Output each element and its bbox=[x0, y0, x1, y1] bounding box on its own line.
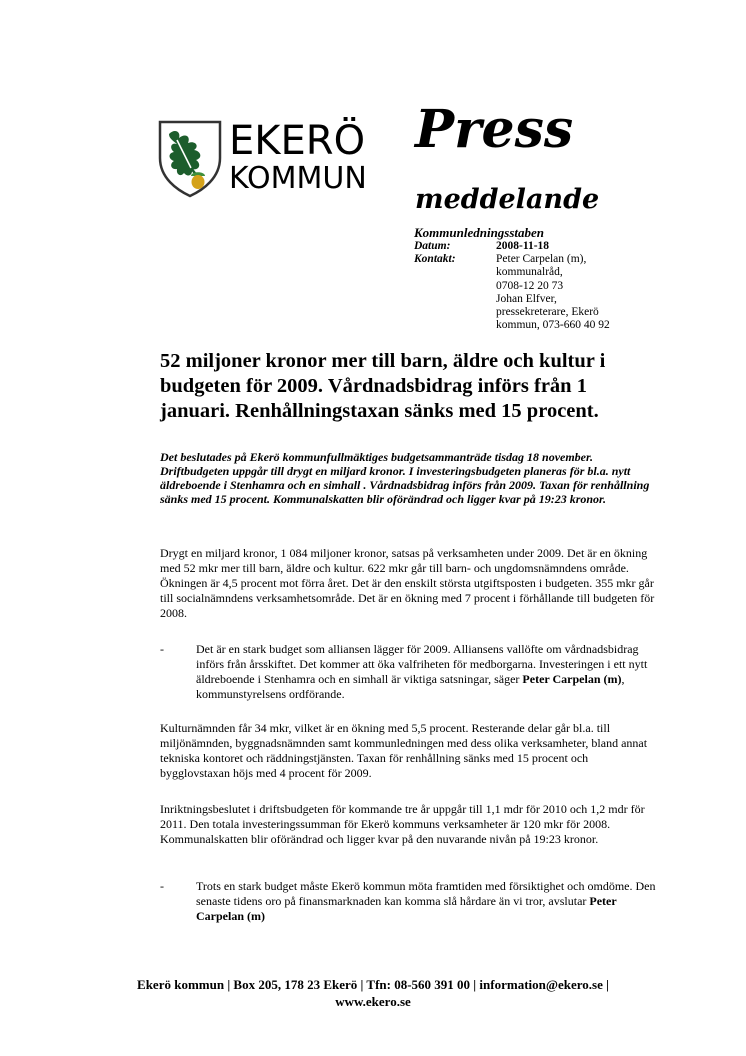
contact-line: Peter Carpelan (m), bbox=[496, 253, 587, 266]
footer-website[interactable]: www.ekero.se bbox=[335, 994, 411, 1009]
quote-2-body: Trots en stark budget måste Ekerö kommun möta framtiden med försiktighet och omdöme. Den senaste tidens oro på finansmarknaden kan komma slå hårdare än vi tror, avslutar bbox=[196, 879, 656, 908]
press-title: Press bbox=[415, 99, 574, 160]
quote-1 bbox=[160, 642, 660, 702]
contact-line: 0708-12 20 73 bbox=[496, 279, 564, 292]
body-paragraph-2: Kulturnämnden får 34 mkr, vilket är en ökning med 5,5 procent. Resterande delar går bl.a. till miljönämnden, byggnadsnämnden samt kommunledningen med dess olika verksamheter, bland annat tekniska kontoret och räddningstjänsten. Taxan för renhållning sänks med 15 procent och bygglovstaxan höjs med 4 procent för 2009. bbox=[160, 721, 648, 780]
quote-1-suffix: , kommunstyrelsens ordförande. bbox=[196, 672, 625, 701]
date-value: 2008-11-18 bbox=[496, 240, 550, 252]
date-row bbox=[414, 240, 664, 253]
quote-1-text bbox=[196, 642, 656, 702]
body-paragraph-1: Drygt en miljard kronor, 1 084 miljoner kronor, satsas på verksamheten under 2009. Det är en ökning med 52 mkr mer till barn, äldre och kultur. 622 mkr går till barn- och ungdomsnämndens område. Ökningen är 4,5 procent mot förra året. Det är den enskilt största utgiftsposten i budgeten. 355 mkr går till socialnämndens verksamhetsområde. Det är en ökning med 7 procent i förhållande till budgeten för 2008. bbox=[160, 546, 655, 620]
contact-label: Kontakt: bbox=[414, 253, 456, 266]
quote-dash: - bbox=[160, 642, 164, 656]
quote-1-speaker: Peter Carpelan (m) bbox=[522, 672, 622, 686]
lead-paragraph: Det beslutades på Ekerö kommunfullmäktiges budgetsammanträde tisdag 18 november. Driftbudgeten uppgår till drygt en miljard kronor. I investeringsbudgeten planeras för bl.a. nytt äldreboende i Stenhamra och en simhall . Vårdnadsbidrag införs från 2009. Taxan för renhållning sänks med 15 procent. Kommunalskatten blir oförändrad och ligger kvar på 19:23 kronor. bbox=[160, 450, 650, 506]
footer bbox=[40, 976, 706, 1010]
logo-text-kommun: KOMMUN bbox=[229, 161, 367, 196]
quote-2-speaker: Peter Carpelan (m) bbox=[196, 894, 617, 923]
quote-2 bbox=[160, 879, 660, 924]
ekero-logo bbox=[157, 118, 407, 203]
contact-line: kommun, 073-660 40 92 bbox=[496, 319, 610, 332]
quote-dash: - bbox=[160, 879, 164, 893]
contact-row bbox=[414, 253, 664, 332]
quote-1-body: Det är en stark budget som alliansen lägger för 2009. Alliansens vallöfte om vårdnadsbidrag införs från årsskiftet. Det kommer att öka valfriheten för medborgarna. Investeringen i ett nytt äldreboende i Stenhamra och en simhall är viktiga satsningar, säger bbox=[196, 642, 648, 686]
body-paragraph-3: Inriktningsbeslutet i driftsbudgeten för kommande tre år uppgår till 1,1 mdr för 2010 och 1,2 mdr för 2011. Den totala investeringssumman för Ekerö kommuns verksamheter är 120 mkr för 2008. Kommunalskatten blir oförändrad och ligger kvar på den nuvarande nivån på 19:23 kronor. bbox=[160, 802, 645, 846]
meta-block bbox=[414, 225, 664, 332]
contact-details bbox=[496, 253, 652, 332]
contact-line: pressekreterare, Ekerö bbox=[496, 306, 599, 319]
oak-shield-icon bbox=[157, 118, 223, 198]
headline: 52 miljoner kronor mer till barn, äldre och kultur i budgeten för 2009. Vårdnadsbidrag införs från 1 januari. Renhållningstaxan sänks med 15 procent. bbox=[160, 350, 606, 422]
press-subtitle: meddelande bbox=[415, 184, 600, 215]
date-label: Datum: bbox=[414, 240, 451, 252]
quote-2-text bbox=[196, 879, 656, 924]
footer-contact-line: Ekerö kommun | Box 205, 178 23 Ekerö | Tfn: 08-560 391 00 | information@ekero.se | bbox=[137, 977, 609, 992]
contact-line: Johan Elfver, bbox=[496, 292, 557, 305]
logo-text-ekero: EKERÖ bbox=[229, 118, 366, 164]
department: Kommunledningsstaben bbox=[414, 225, 545, 240]
contact-line: kommunalråd, bbox=[496, 266, 563, 279]
